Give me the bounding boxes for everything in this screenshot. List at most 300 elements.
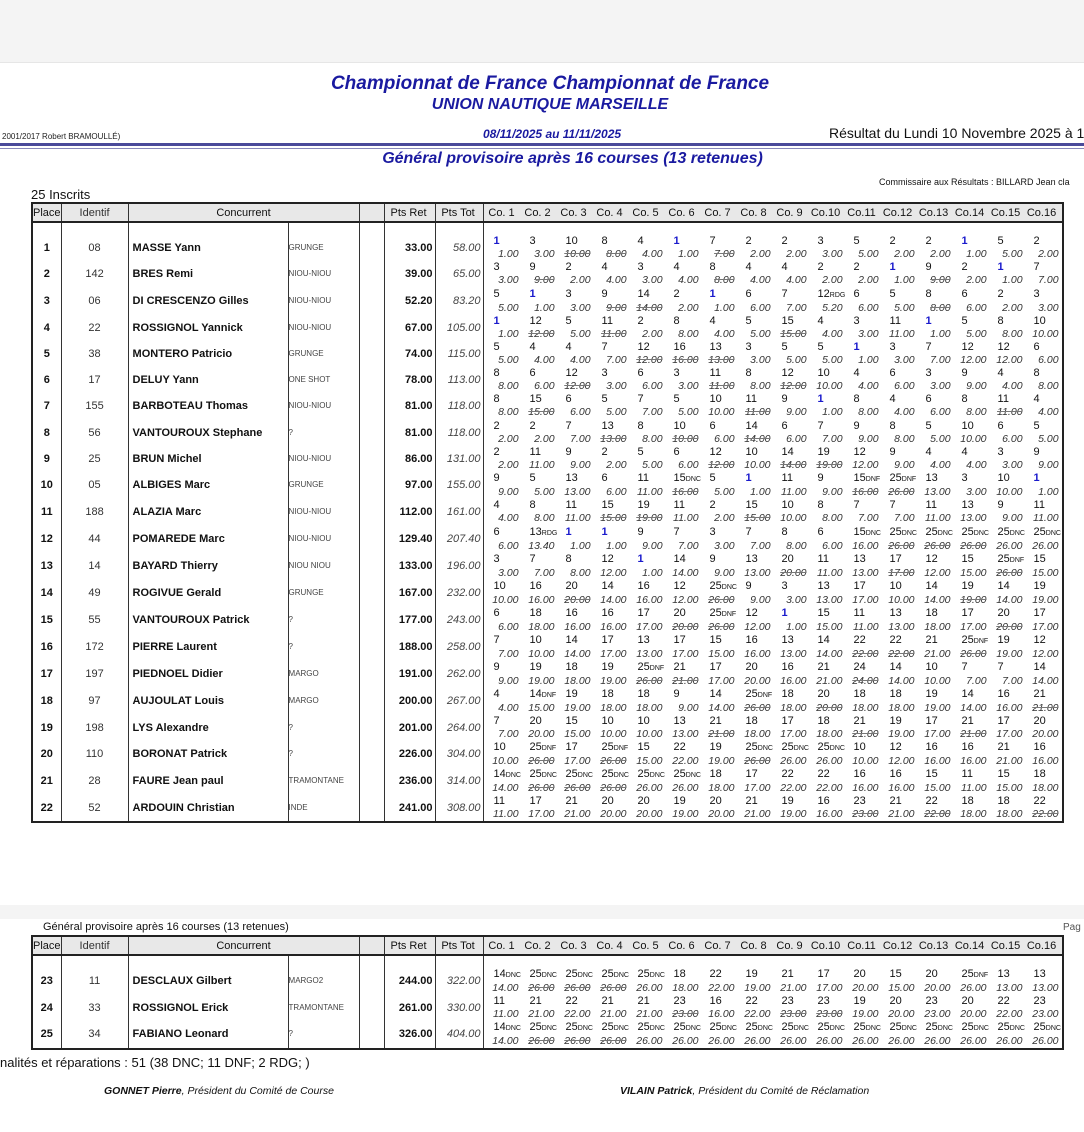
race-points: 5.00 — [534, 486, 555, 499]
table-row — [32, 661, 1063, 688]
race-points: 10.00 — [528, 647, 555, 660]
race-points-dropped: 26.00 — [528, 754, 555, 767]
name-cell: MASSE Yann — [128, 235, 288, 261]
race-points: 23.00 — [1032, 1008, 1059, 1020]
race-rank: 5 — [853, 235, 860, 247]
table-row — [32, 499, 1063, 525]
race-rank: 4 — [745, 261, 752, 274]
table-row — [32, 968, 1063, 995]
race-rank: 17 — [817, 968, 830, 980]
penalty-code: DNC — [1045, 1025, 1061, 1033]
race-points: 3.00 — [570, 301, 591, 314]
race-points: 5.00 — [966, 327, 987, 340]
penalty-code: DNC — [973, 1025, 989, 1033]
place-cell: 4 — [32, 315, 61, 341]
penalty-code: DNC — [1009, 529, 1025, 537]
race-points: 4.00 — [822, 327, 843, 340]
pts-ret-cell: 201.00 — [384, 715, 435, 741]
race-rank: 16 — [817, 794, 830, 807]
race-rank: 25DNC — [637, 767, 665, 780]
identif-cell: 110 — [61, 741, 128, 768]
race-points: 26.00 — [780, 754, 807, 767]
race-points: 5.20 — [822, 301, 843, 314]
race-points-dropped: 14.00 — [780, 459, 807, 472]
col-race-3: Co. 3 — [560, 206, 587, 219]
race-points: 22.00 — [996, 1008, 1023, 1020]
race-results — [483, 741, 1063, 768]
club-cell: GRUNGE — [288, 472, 359, 499]
race-points: 1.00 — [1038, 486, 1059, 499]
race-rank: 17 — [529, 794, 542, 807]
race-rank: 9 — [961, 367, 968, 380]
race-rank: 25DNC — [529, 1021, 557, 1034]
race-rank: 25DNF — [889, 472, 917, 485]
race-rank: 8 — [565, 552, 572, 565]
race-rank: 13 — [889, 606, 902, 619]
race-points: 2.00 — [894, 248, 915, 260]
race-points-dropped: 17.00 — [888, 566, 915, 579]
race-points: 22.00 — [780, 781, 807, 794]
ranking-subtitle: Général provisoire après 16 courses (13 retenues) — [382, 150, 763, 167]
race-points: 8.00 — [750, 380, 771, 393]
race-points: 18.00 — [888, 701, 915, 714]
race-rank: 3 — [529, 235, 536, 247]
race-points: 5.00 — [606, 406, 627, 419]
penalty-code: DNC — [613, 972, 629, 979]
race-points: 26.00 — [636, 781, 663, 794]
race-rank: 3 — [709, 525, 716, 538]
race-rank: 21 — [673, 660, 686, 673]
race-points: 15.00 — [564, 727, 591, 740]
place-cell: 18 — [32, 688, 61, 715]
race-points: 16.00 — [924, 754, 951, 767]
pts-tot-cell: 196.00 — [435, 553, 483, 580]
race-rank: 15DNC — [853, 525, 881, 538]
race-rank: 6 — [709, 419, 716, 432]
race-rank: 14 — [961, 687, 974, 700]
race-rank: 4 — [853, 367, 860, 380]
race-rank: 24 — [853, 660, 866, 673]
race-points: 18.00 — [816, 727, 843, 740]
race-rank: 7 — [493, 633, 500, 646]
col-race-7: Co. 7 — [704, 939, 731, 952]
race-rank: 14DNC — [493, 968, 521, 980]
race-points: 18.00 — [852, 701, 879, 714]
race-points-dropped: 8.00 — [714, 274, 735, 287]
table-row — [32, 1021, 1063, 1049]
race-points-dropped: 12.00 — [636, 353, 663, 366]
race-points: 26.00 — [672, 781, 699, 794]
race-rank: 1 — [709, 287, 716, 300]
race-points: 10.00 — [636, 727, 663, 740]
race-points: 22.00 — [816, 781, 843, 794]
race-rank: 25DNF — [709, 606, 737, 619]
race-rank: 25DNC — [781, 740, 809, 753]
race-points: 7.00 — [498, 647, 519, 660]
race-points-dropped: 15.00 — [600, 512, 627, 525]
table-row — [32, 795, 1063, 822]
race-points: 3.00 — [966, 486, 987, 499]
race-rank: 18 — [601, 687, 614, 700]
race-rank: 9 — [997, 499, 1004, 512]
race-points: 21.00 — [564, 807, 591, 820]
race-rank: 12RDG — [817, 287, 846, 300]
race-points-dropped: 26.00 — [600, 982, 627, 994]
race-rank: 21 — [1033, 687, 1046, 700]
race-points: 5.00 — [894, 301, 915, 314]
race-rank: 25DNC — [997, 1021, 1025, 1034]
blank-cell — [359, 634, 384, 661]
penalty-code: DNF — [1009, 556, 1025, 564]
race-rank: 5 — [565, 314, 572, 327]
viewer-top-bar — [0, 0, 1084, 63]
race-rank: 25DNC — [817, 1021, 845, 1034]
race-points: 1.00 — [822, 406, 843, 419]
race-points: 16.00 — [960, 754, 987, 767]
race-rank: 7 — [637, 393, 644, 406]
race-rank: 5 — [709, 472, 716, 485]
table-header — [32, 936, 1063, 955]
race-points: 1.00 — [930, 327, 951, 340]
race-points-dropped: 19.00 — [636, 512, 663, 525]
race-rank: 25DNC — [673, 767, 701, 780]
race-points: 17.00 — [996, 727, 1023, 740]
race-points: 26.00 — [996, 539, 1023, 552]
penalty-code: DNC — [829, 1025, 845, 1033]
identif-cell: 44 — [61, 526, 128, 553]
race-points-dropped: 20.00 — [780, 566, 807, 579]
race-rank: 2 — [817, 261, 824, 274]
race-points: 7.00 — [750, 539, 771, 552]
race-points: 11.00 — [1033, 512, 1059, 525]
club-cell: ? — [288, 1021, 359, 1049]
race-points: 6.00 — [858, 301, 879, 314]
place-cell: 14 — [32, 580, 61, 607]
race-points: 3.00 — [786, 593, 807, 606]
pts-tot-cell: 58.00 — [435, 235, 483, 261]
race-rank: 7 — [601, 340, 608, 353]
penalty-code: DNF — [973, 972, 989, 979]
race-results — [483, 472, 1063, 499]
race-points: 8.00 — [678, 327, 699, 340]
race-points: 9.00 — [750, 593, 771, 606]
race-rank: 19 — [781, 794, 794, 807]
race-points: 26.00 — [888, 1035, 915, 1048]
race-points: 10.00 — [996, 486, 1023, 499]
blank-cell — [359, 393, 384, 419]
race-rank: 18 — [781, 687, 794, 700]
race-points: 13.00 — [852, 566, 879, 579]
race-points-dropped: 26.00 — [600, 754, 627, 767]
race-rank: 25DNF — [529, 740, 557, 753]
race-points: 13.00 — [996, 982, 1023, 994]
table-row — [32, 634, 1063, 661]
race-points: 7.00 — [894, 512, 915, 525]
race-rank: 6 — [853, 287, 860, 300]
name-cell: PIERRE Laurent — [128, 634, 288, 661]
race-rank: 9 — [853, 419, 860, 432]
pts-tot-cell: 404.00 — [435, 1021, 483, 1049]
race-rank: 17 — [1033, 606, 1046, 619]
penalty-code: DNC — [577, 972, 593, 979]
race-points: 11.00 — [565, 512, 591, 525]
race-points: 10.00 — [852, 754, 879, 767]
race-rank: 25DNF — [961, 968, 989, 980]
race-rank: 16 — [925, 740, 938, 753]
blank-cell — [359, 235, 384, 261]
race-points-dropped: 23.00 — [672, 1008, 699, 1020]
race-rank: 15 — [529, 393, 542, 406]
race-results — [483, 968, 1063, 995]
table-row — [32, 741, 1063, 768]
race-rank: 17 — [853, 579, 866, 592]
race-points-dropped: 23.00 — [816, 1008, 843, 1020]
race-points: 8.00 — [786, 539, 807, 552]
race-results — [483, 688, 1063, 715]
race-points: 14.00 — [816, 647, 843, 660]
race-points: 21.00 — [888, 807, 915, 820]
race-rank: 20 — [925, 968, 938, 980]
race-rank: 19 — [601, 660, 614, 673]
race-rank: 20 — [961, 995, 974, 1007]
race-points: 12.00 — [744, 620, 771, 633]
race-rank: 6 — [745, 287, 752, 300]
race-rank: 20 — [673, 606, 686, 619]
col-race-16: Co.16 — [1026, 206, 1057, 219]
race-points-dropped: 26.00 — [600, 1035, 627, 1048]
race-points: 7.00 — [786, 301, 807, 314]
blank-cell — [359, 367, 384, 393]
place-cell: 12 — [32, 526, 61, 553]
race-rank: 9 — [1033, 446, 1040, 459]
pts-tot-cell: 83.20 — [435, 288, 483, 315]
race-results — [483, 661, 1063, 688]
identif-cell: 22 — [61, 315, 128, 341]
race-points: 9.00 — [498, 486, 519, 499]
race-rank: 22 — [817, 767, 830, 780]
club-cell: NIOU-NIOU — [288, 499, 359, 525]
race-rank: 16 — [637, 579, 650, 592]
col-race-2: Co. 2 — [524, 939, 551, 952]
race-points-dropped: 11.00 — [745, 406, 771, 419]
race-rank: 16 — [1033, 740, 1046, 753]
table-row — [32, 341, 1063, 367]
race-rank: 19 — [1033, 579, 1046, 592]
race-points: 11.00 — [817, 566, 843, 579]
race-rank: 16 — [961, 740, 974, 753]
race-points: 2.00 — [498, 459, 519, 472]
race-points: 26.00 — [852, 1035, 879, 1048]
race-points: 2.00 — [606, 459, 627, 472]
race-rank: 11 — [961, 767, 973, 780]
race-rank: 2 — [745, 235, 752, 247]
blank-cell — [359, 288, 384, 315]
identif-cell: 11 — [61, 968, 128, 995]
identif-cell: 198 — [61, 715, 128, 741]
race-points: 13.00 — [744, 566, 771, 579]
race-points: 4.00 — [786, 274, 807, 287]
race-points: 14.00 — [924, 593, 951, 606]
race-points: 7.00 — [1002, 674, 1023, 687]
race-rank: 3 — [817, 235, 824, 247]
race-rank: 19 — [925, 687, 938, 700]
col-race-14: Co.14 — [954, 939, 985, 952]
race-points: 23.00 — [924, 1008, 951, 1020]
race-points-dropped: 11.00 — [997, 406, 1023, 419]
race-points-dropped: 20.00 — [996, 620, 1023, 633]
race-rank: 15 — [925, 767, 938, 780]
race-rank: 7 — [997, 660, 1004, 673]
race-rank: 3 — [925, 367, 932, 380]
col-race-11: Co.11 — [847, 939, 876, 952]
race-points: 10.00 — [492, 593, 519, 606]
pts-ret-cell: 133.00 — [384, 553, 435, 580]
penalty-code: DNC — [613, 1025, 629, 1033]
race-rank: 16 — [601, 606, 614, 619]
race-points: 9.00 — [678, 701, 699, 714]
race-points: 26.00 — [672, 1035, 699, 1048]
col-races — [483, 936, 1063, 955]
penalty-code: DNC — [937, 529, 953, 537]
sig1-name: GONNET Pierre — [104, 1085, 182, 1097]
race-rank: 25DNC — [565, 767, 593, 780]
race-rank: 5 — [889, 287, 896, 300]
table-row — [32, 580, 1063, 607]
race-points: 18.00 — [528, 620, 555, 633]
pts-tot-cell: 65.00 — [435, 261, 483, 287]
place-cell: 1 — [32, 235, 61, 261]
race-points-dropped: 21.00 — [960, 727, 987, 740]
race-rank: 6 — [925, 393, 932, 406]
race-points-dropped: 20.00 — [564, 593, 591, 606]
race-points: 17.00 — [816, 982, 843, 994]
race-points: 12.00 — [852, 459, 879, 472]
race-rank: 25DNF — [961, 633, 989, 646]
name-cell: ROGIVUE Gerald — [128, 580, 288, 607]
penalty-code: DNC — [793, 1025, 809, 1033]
race-rank: 7 — [1033, 261, 1040, 274]
pts-tot-cell: 243.00 — [435, 607, 483, 634]
pts-ret-cell: 39.00 — [384, 261, 435, 287]
blank-cell — [359, 715, 384, 741]
penalty-code: DNC — [721, 583, 737, 591]
race-rank: 14DNC — [493, 767, 521, 780]
race-points-dropped: 9.00 — [930, 274, 951, 287]
race-points: 5.00 — [498, 301, 519, 314]
race-points: 10.00 — [924, 674, 951, 687]
race-results — [483, 634, 1063, 661]
race-points: 11.00 — [781, 486, 807, 499]
club-cell: TRAMONTANE — [288, 995, 359, 1021]
identif-cell: 155 — [61, 393, 128, 419]
race-points: 9.00 — [498, 674, 519, 687]
race-points: 14.00 — [492, 781, 519, 794]
race-points: 13.00 — [672, 727, 699, 740]
race-rank: 21 — [601, 995, 614, 1007]
race-rank: 20 — [709, 794, 722, 807]
penalty-code: DNF — [901, 476, 917, 484]
race-rank: 13 — [709, 340, 722, 353]
race-rank: 9 — [745, 579, 752, 592]
race-points: 10.00 — [960, 432, 987, 445]
race-points: 9.00 — [966, 380, 987, 393]
name-cell: DI CRESCENZO Gilles — [128, 288, 288, 315]
race-points: 17.00 — [960, 620, 987, 633]
penalty-code: DNC — [937, 1025, 953, 1033]
race-points: 10.00 — [708, 406, 735, 419]
blank-cell — [359, 795, 384, 822]
race-rank: 8 — [781, 525, 788, 538]
race-points: 3.00 — [822, 248, 843, 260]
race-rank: 16 — [781, 660, 794, 673]
race-rank: 10 — [925, 660, 938, 673]
race-rank: 10 — [997, 472, 1010, 485]
identif-cell: 33 — [61, 995, 128, 1021]
race-points-dropped: 26.00 — [924, 539, 951, 552]
race-points: 18.00 — [672, 982, 699, 994]
race-points: 7.00 — [858, 512, 879, 525]
pts-tot-cell: 322.00 — [435, 968, 483, 995]
race-rank: 1 — [997, 261, 1004, 274]
pts-ret-cell: 167.00 — [384, 580, 435, 607]
blank-cell — [359, 1021, 384, 1049]
race-points: 11.00 — [925, 512, 951, 525]
name-cell: AUJOULAT Louis — [128, 688, 288, 715]
club-cell: NIOU-NIOU — [288, 288, 359, 315]
race-points-dropped: 11.00 — [709, 380, 735, 393]
race-rank: 19 — [817, 446, 830, 459]
race-points: 18.00 — [708, 781, 735, 794]
race-rank: 4 — [493, 687, 500, 700]
race-points-dropped: 26.00 — [744, 701, 771, 714]
penalty-code: DNC — [649, 771, 665, 779]
race-points: 16.00 — [888, 781, 915, 794]
race-rank: 21 — [529, 995, 542, 1007]
race-points-dropped: 20.00 — [672, 620, 699, 633]
race-points: 6.00 — [498, 539, 519, 552]
race-points: 19.00 — [852, 1008, 879, 1020]
race-points: 22.00 — [708, 982, 735, 994]
race-rank: 1 — [565, 525, 572, 538]
race-rank: 7 — [745, 525, 752, 538]
race-points: 4.00 — [894, 406, 915, 419]
club-cell: GRUNGE — [288, 580, 359, 607]
race-rank: 13RDG — [529, 525, 558, 538]
race-rank: 14 — [817, 633, 830, 646]
race-points: 9.00 — [714, 566, 735, 579]
race-points: 2.00 — [1002, 301, 1023, 314]
place-cell: 3 — [32, 288, 61, 315]
race-points: 19.00 — [780, 807, 807, 820]
race-results — [483, 341, 1063, 367]
race-rank: 16 — [745, 633, 758, 646]
col-races — [483, 203, 1063, 222]
race-points: 8.00 — [498, 406, 519, 419]
name-cell: ARDOUIN Christian — [128, 795, 288, 822]
race-points-dropped: 21.00 — [852, 727, 879, 740]
race-points: 22.00 — [744, 1008, 771, 1020]
race-points-dropped: 9.00 — [606, 301, 627, 314]
race-rank: 20 — [745, 660, 758, 673]
race-points: 20.00 — [528, 727, 555, 740]
race-points: 6.00 — [930, 406, 951, 419]
race-rank: 18 — [889, 687, 902, 700]
race-rank: 6 — [493, 525, 500, 538]
race-rank: 15 — [709, 633, 722, 646]
race-points-dropped: 22.00 — [1032, 807, 1059, 820]
race-rank: 2 — [961, 261, 968, 274]
table-row — [32, 607, 1063, 634]
